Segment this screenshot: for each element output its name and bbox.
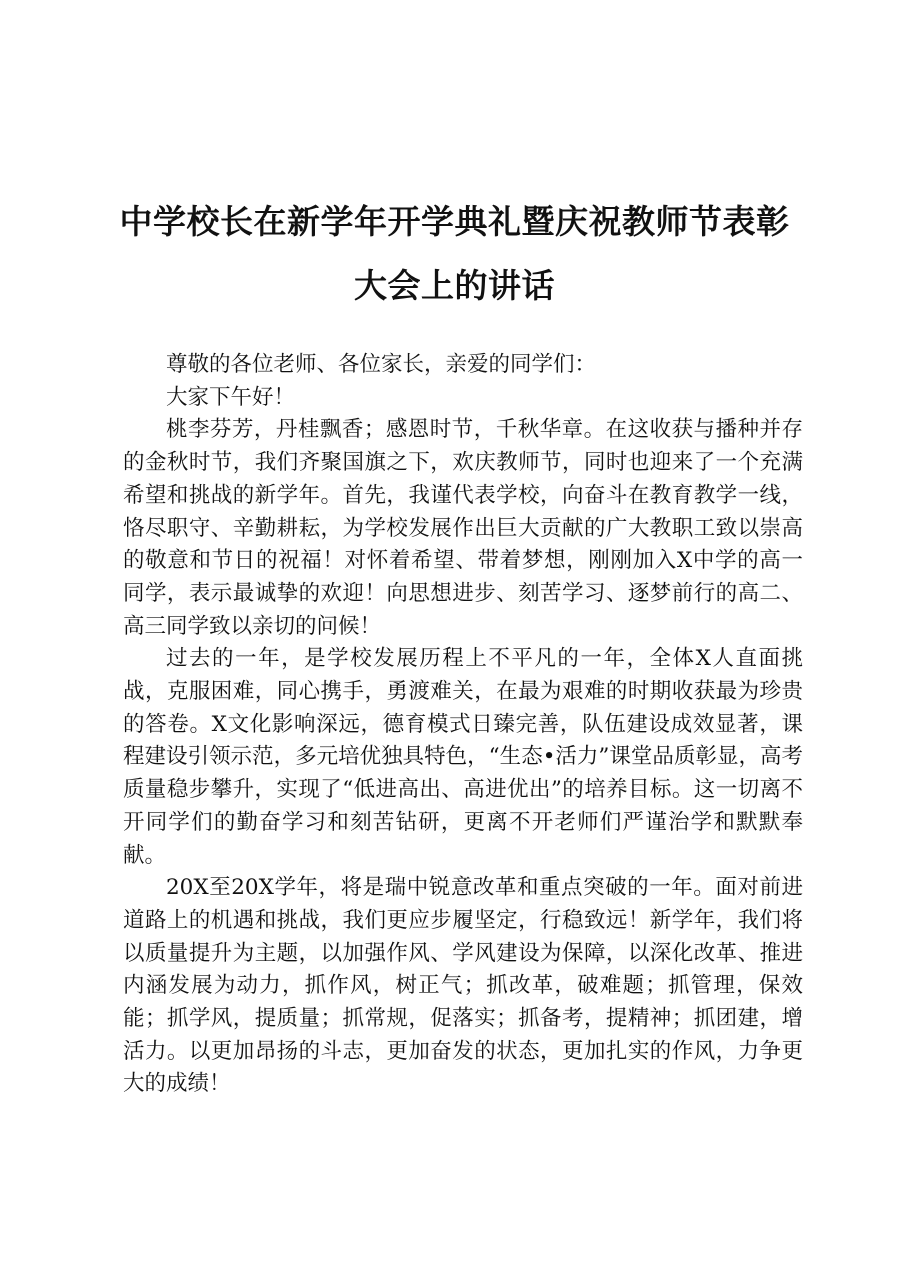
salutation-paragraph: 尊敬的各位老师、各位家长，亲爱的同学们： [166, 352, 597, 377]
body-paragraph: 20X至20X学年，将是瑞中锐意改革和重点突破的一年。面对前进道路上的机遇和挑战，我们更应步履坚定，行稳致远！新学年，我们将以质量提升为主题，以加强作风、学风建设为保障，以深化改革、推进内涵发展为动力，抓作风，树正气；抓改革，破难题；抓管理，保效能；抓学风，提质量；抓常规，促落实；抓备考，提精神；抓团建，增活力。以更加昂扬的斗志，更加奋发的状态，更加扎实的作风，力争更大的成绩！ [123, 875, 803, 1097]
document-title-line-1: 中学校长在新学年开学典礼暨庆祝教师节表彰 [119, 202, 790, 241]
greeting-paragraph: 大家下午好！ [166, 384, 296, 410]
document-body [123, 349, 803, 1101]
document-title-line-2: 大会上的讲话 [354, 266, 555, 305]
body-paragraph: 桃李芬芳，丹桂飘香；感恩时节，千秋华章。在这收获与播种并存的金秋时节，我们齐聚国旗之下，欢庆教师节，同时也迎来了一个充满希望和挑战的新学年。首先，我谨代表学校，向奋斗在教育教学一线，恪尽职守、辛勤耕耘，为学校发展作出巨大贡献的广大教职工致以崇高的敬意和节日的祝福！对怀着希望、带着梦想，刚刚加入X中学的高一同学，表示最诚挚的欢迎！向思想进步、刻苦学习、逐梦前行的高二、高三同学致以亲切的问候！ [123, 417, 803, 639]
body-paragraph: 过去的一年，是学校发展历程上不平凡的一年，全体X人直面挑战，克服困难，同心携手，勇渡难关，在最为艰难的时期收获最为珍贵的答卷。X文化影响深远，德育模式日臻完善，队伍建设成效显著，课程建设引领示范，多元培优独具特色，“生态•活力”课堂品质彰显，高考质量稳步攀升，实现了“低进高出、高进优出”的培养目标。这一切离不开同学们的勤奋学习和刻苦钻研，更离不开老师们严谨治学和默默奉献。 [123, 646, 803, 868]
